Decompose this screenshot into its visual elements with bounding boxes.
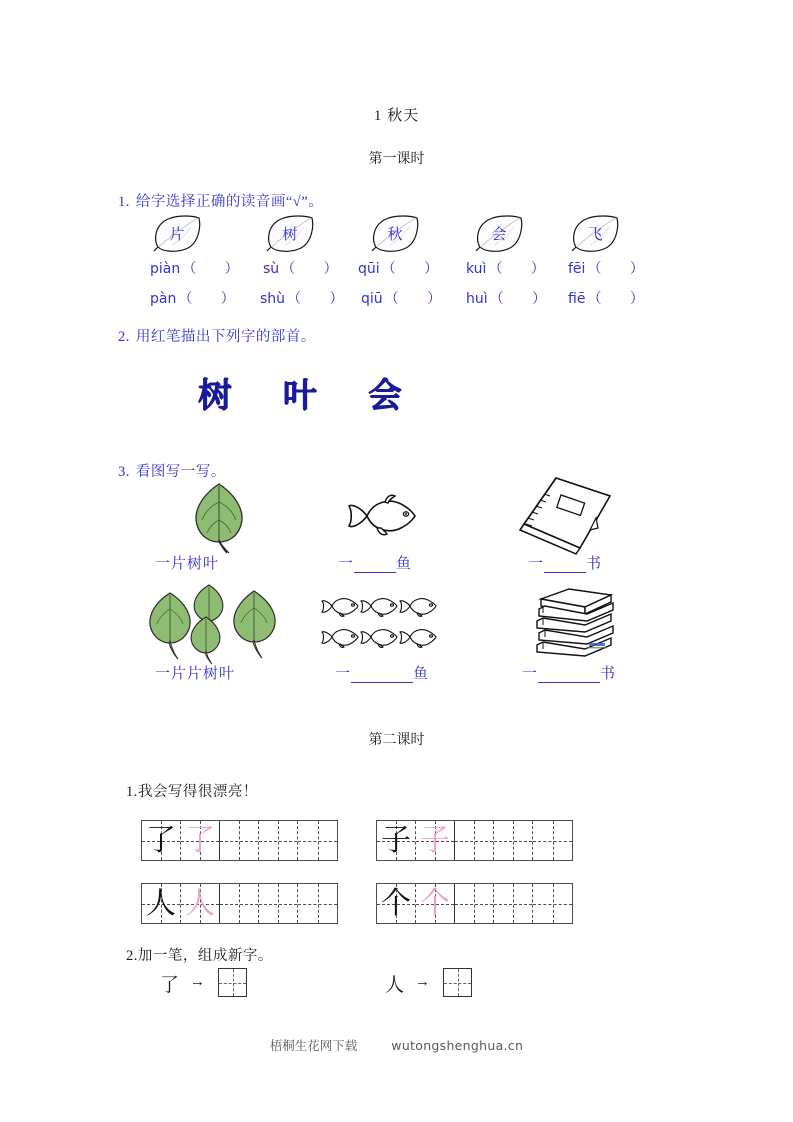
phrase-noun: 书 — [586, 556, 603, 572]
exercise2-prompt-text: 用红笔描出下列字的部首。 — [135, 329, 316, 345]
answer-paren[interactable]: （ ） — [281, 261, 350, 277]
exercise1-leaf-row — [150, 213, 650, 253]
phrase-leaf-single — [155, 552, 219, 573]
outline-char[interactable]: 树 — [198, 376, 232, 416]
stroke-source-char: 人 — [385, 974, 405, 996]
stroke-source-char: 了 — [160, 974, 180, 996]
leaf-char-token — [368, 213, 422, 253]
pinyin-option[interactable] — [466, 258, 557, 278]
exercise5-number: 2. — [126, 948, 138, 964]
leaf-char-text: 树 — [282, 224, 298, 243]
answer-paren[interactable]: （ ） — [182, 261, 251, 277]
grid-cell[interactable] — [455, 884, 494, 923]
pinyin-option[interactable] — [150, 258, 251, 278]
arrow-right-icon: → — [190, 974, 205, 990]
exercise4-number: 1. — [126, 784, 138, 800]
answer-box[interactable] — [443, 968, 472, 997]
grid-char-trace: 子 — [420, 822, 450, 858]
leaf-char-text: 会 — [491, 224, 507, 243]
answer-paren[interactable]: （ ） — [587, 261, 656, 277]
page-title: 1 秋天 — [373, 108, 420, 124]
footer-site-url[interactable]: wutongshenghua.cn — [391, 1038, 524, 1053]
phrase-prefix: 一 — [338, 556, 355, 572]
leaf-char-token — [150, 213, 204, 253]
writing-grid-le[interactable] — [141, 820, 338, 861]
exercise5-prompt-text: 加一笔，组成新字。 — [137, 948, 273, 964]
grid-cell[interactable] — [416, 884, 455, 923]
leaf-char-text: 片 — [169, 224, 185, 243]
phrase-prefix: 一 — [522, 666, 539, 682]
leaf-char-token — [568, 213, 622, 253]
outline-char[interactable]: 会 — [368, 376, 402, 416]
pinyin-text: shù — [260, 291, 286, 307]
answer-box[interactable] — [218, 968, 247, 997]
exercise2-prompt — [118, 325, 316, 346]
single-book-image — [510, 472, 620, 562]
grid-cell[interactable] — [533, 884, 572, 923]
pinyin-option[interactable] — [263, 258, 350, 278]
grid-char-trace: 个 — [420, 885, 450, 921]
stroke-item-ren — [385, 968, 485, 1000]
leaf-char-token — [472, 213, 526, 253]
section-two-label: 第二课时 — [368, 733, 425, 748]
answer-paren[interactable]: （ ） — [178, 291, 247, 307]
phrase-noun: 树叶 — [187, 556, 220, 572]
leaf-char-token — [263, 213, 317, 253]
grid-cell[interactable] — [220, 821, 259, 860]
pinyin-text: pàn — [150, 291, 177, 307]
exercise4-prompt-text: 我会写得很漂亮！ — [137, 784, 258, 800]
phrase-fish-many — [335, 662, 429, 683]
grid-char-ink: 人 — [146, 885, 176, 921]
phrase-measure: 片 — [171, 556, 188, 572]
answer-paren[interactable]: （ ） — [381, 261, 451, 277]
grid-char-trace: 了 — [185, 822, 215, 858]
arrow-right-icon: → — [415, 974, 430, 990]
pinyin-option[interactable] — [361, 288, 453, 308]
phrase-blank[interactable] — [538, 667, 600, 683]
many-fish-image — [320, 592, 440, 659]
grid-cell[interactable] — [259, 884, 298, 923]
stroke-item-le — [160, 968, 260, 1000]
phrase-blank[interactable] — [351, 667, 413, 683]
phrase-prefix: 一 — [155, 556, 172, 572]
leaf-char-text: 飞 — [587, 224, 603, 243]
answer-paren[interactable]: （ ） — [488, 261, 557, 277]
grid-char-ink: 了 — [146, 822, 176, 858]
stack-books-image — [525, 585, 625, 668]
pinyin-text: qiū — [361, 291, 383, 307]
grid-char-trace: 人 — [185, 885, 215, 921]
grid-cell[interactable] — [298, 884, 337, 923]
exercise1-choice-row-2 — [150, 288, 670, 310]
grid-cell[interactable] — [494, 821, 533, 860]
pinyin-text: kuì — [466, 261, 487, 277]
pinyin-option[interactable] — [568, 288, 656, 308]
grid-cell[interactable] — [494, 884, 533, 923]
grid-cell[interactable] — [416, 821, 455, 860]
pinyin-option[interactable] — [150, 288, 247, 308]
grid-char-ink: 子 — [381, 822, 411, 858]
exercise2-outline-char-row — [180, 368, 460, 418]
fish-group-icon — [320, 592, 440, 654]
grid-cell[interactable] — [259, 821, 298, 860]
pinyin-option[interactable] — [466, 288, 558, 308]
grid-cell[interactable] — [533, 821, 572, 860]
grid-cell[interactable] — [181, 884, 220, 923]
grid-char-ink: 个 — [381, 885, 411, 921]
phrase-prefix: 一 — [528, 556, 545, 572]
grid-cell[interactable] — [377, 821, 416, 860]
grid-cell[interactable] — [142, 884, 181, 923]
grid-cell[interactable] — [220, 884, 259, 923]
grid-cell[interactable] — [142, 821, 181, 860]
pinyin-text: sù — [263, 261, 280, 277]
phrase-prefix: 一 — [155, 666, 172, 682]
exercise1-prompt — [118, 190, 323, 211]
exercise4-prompt — [126, 780, 258, 801]
writing-grid-ge[interactable] — [376, 883, 573, 924]
many-leaves-image — [148, 583, 298, 670]
phrase-noun: 树叶 — [203, 666, 236, 682]
phrase-book-many — [522, 662, 616, 683]
pinyin-text: piàn — [150, 261, 181, 277]
book-icon — [510, 472, 620, 557]
grid-cell[interactable] — [455, 821, 494, 860]
phrase-noun: 鱼 — [413, 666, 430, 682]
phrase-blank[interactable] — [354, 557, 396, 573]
grid-cell[interactable] — [298, 821, 337, 860]
pinyin-text: qūi — [358, 261, 380, 277]
exercise5-prompt — [126, 944, 273, 965]
exercise3-prompt-text: 看图写一写。 — [135, 464, 226, 480]
phrase-book-single — [528, 552, 602, 573]
phrase-blank[interactable] — [544, 557, 586, 573]
pinyin-option[interactable] — [358, 258, 450, 278]
phrase-fish-single — [338, 552, 412, 573]
single-fish-image — [345, 490, 419, 547]
leaf-cluster-icon — [148, 583, 298, 665]
footer — [0, 1036, 793, 1054]
exercise3-prompt — [118, 460, 226, 481]
phrase-prefix: 一 — [335, 666, 352, 682]
phrase-measure: 片片 — [171, 666, 204, 682]
section-one-label: 第一课时 — [368, 152, 425, 167]
phrase-leaf-many — [155, 662, 235, 683]
answer-paren[interactable]: （ ） — [489, 291, 559, 307]
exercise1-number: 1. — [118, 194, 130, 210]
leaf-char-text: 秋 — [387, 224, 403, 243]
exercise3-number: 3. — [118, 464, 130, 480]
footer-site-name: 梧桐生花网下载 — [269, 1039, 358, 1053]
pinyin-text: fēi — [568, 261, 586, 277]
answer-paren[interactable]: （ ） — [587, 291, 656, 307]
single-leaf-image — [185, 480, 255, 560]
writing-grid-ren[interactable] — [141, 883, 338, 924]
outline-char[interactable]: 叶 — [283, 376, 317, 416]
phrase-noun: 书 — [600, 666, 617, 682]
answer-paren[interactable]: （ ） — [287, 291, 356, 307]
pinyin-option[interactable] — [260, 288, 356, 308]
writing-grid-zi[interactable] — [376, 820, 573, 861]
phrase-noun: 鱼 — [396, 556, 413, 572]
pinyin-option[interactable] — [568, 258, 656, 278]
answer-paren[interactable]: （ ） — [384, 291, 454, 307]
pinyin-text: huì — [466, 291, 488, 307]
exercise2-number: 2. — [118, 329, 130, 345]
exercise1-choice-row-1 — [150, 258, 670, 280]
pinyin-text: fiē — [568, 291, 586, 307]
exercise1-prompt-text: 给字选择正确的读音画“√”。 — [135, 194, 324, 210]
grid-cell[interactable] — [377, 884, 416, 923]
leaf-icon — [185, 480, 255, 555]
book-stack-icon — [525, 585, 625, 663]
fish-icon — [345, 490, 419, 542]
grid-cell[interactable] — [181, 821, 220, 860]
